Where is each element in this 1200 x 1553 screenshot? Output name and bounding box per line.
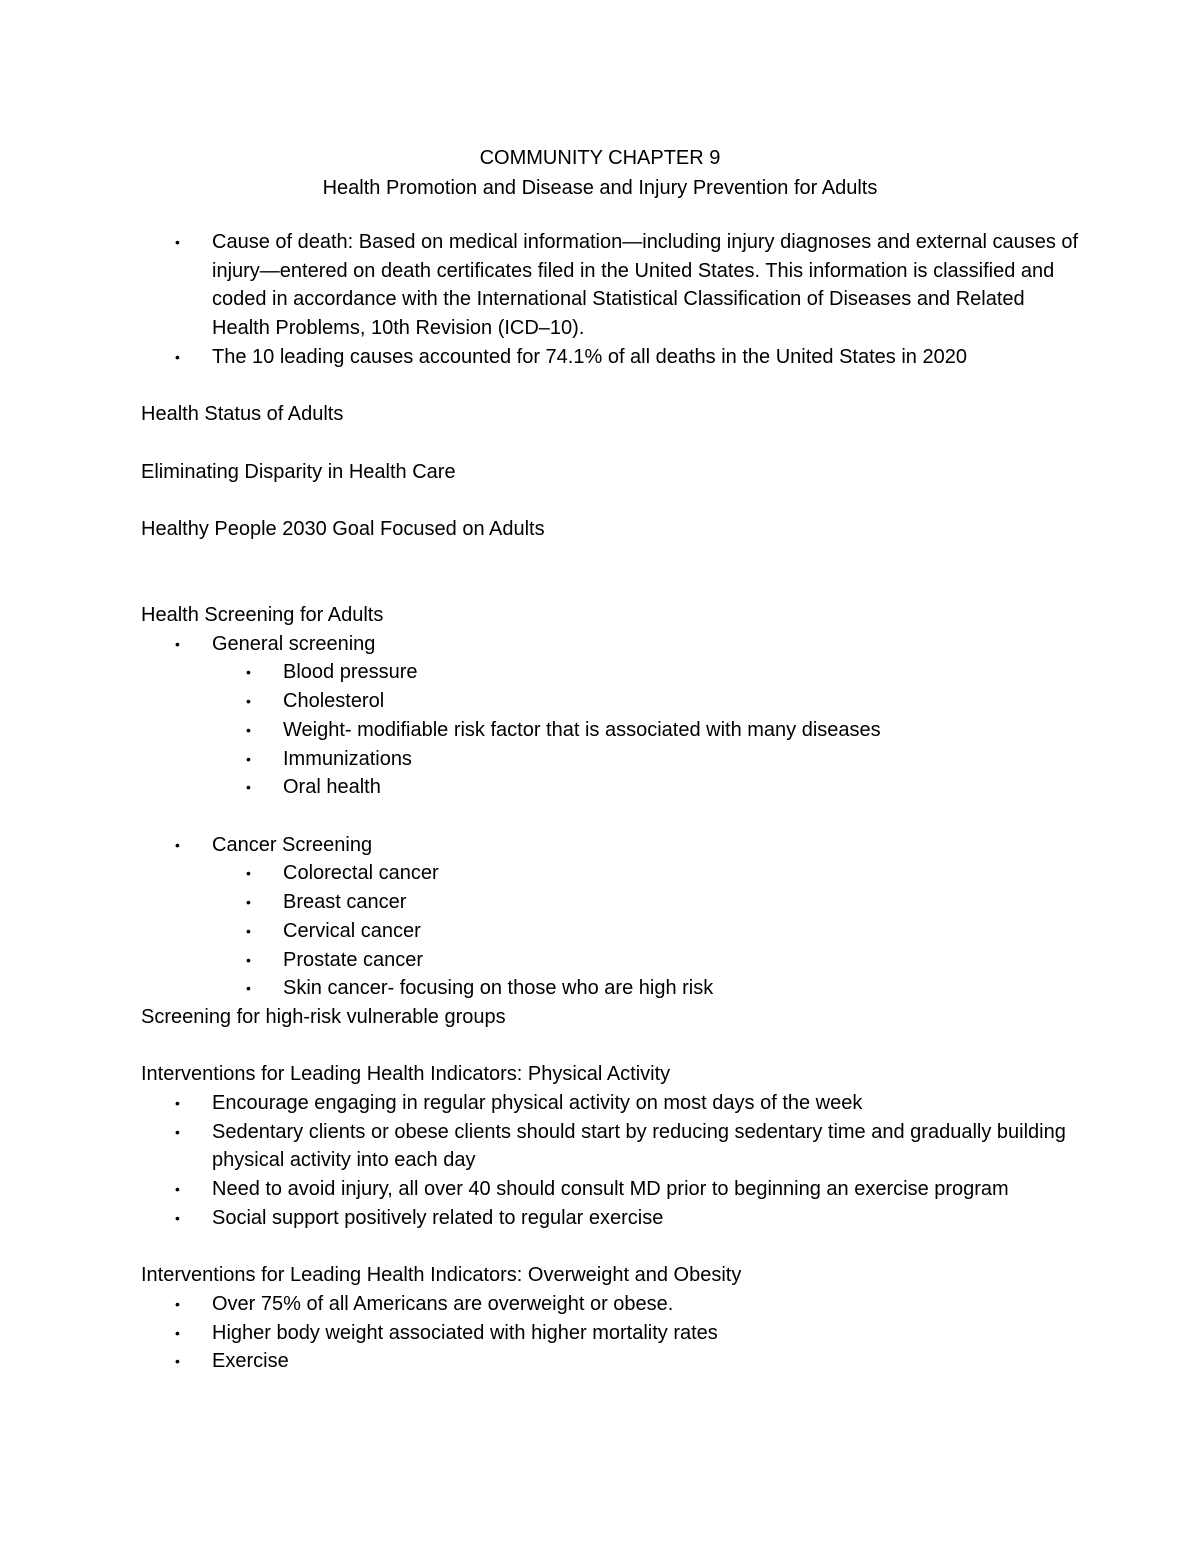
physical-activity-list	[141, 1089, 1081, 1233]
document-subtitle: Health Promotion and Disease and Injury Prevention for Adults	[322, 177, 878, 199]
list-item: • Over 75% of all Americans are overweight or obese.	[141, 1290, 1081, 1319]
heading-high-risk: Screening for high-risk vulnerable groups	[141, 1005, 506, 1028]
overweight-list	[141, 1290, 1081, 1376]
list-item: • Encourage engaging in regular physical activity on most days of the week	[141, 1089, 1081, 1118]
list-item: • Need to avoid injury, all over 40 should consult MD prior to beginning an exercise program	[141, 1175, 1081, 1204]
heading-physical-activity: Interventions for Leading Health Indicators: Physical Activity	[141, 1063, 671, 1086]
list-item: • Blood pressure	[212, 658, 1081, 687]
list-item: • Immunizations	[212, 745, 1081, 774]
list-item: • Skin cancer- focusing on those who are high risk	[212, 974, 1081, 1003]
title-block	[0, 143, 1200, 203]
list-item: • Colorectal cancer	[212, 859, 1081, 888]
intro-list	[141, 228, 1081, 372]
document-body	[141, 228, 1081, 1376]
heading-health-screening: Health Screening for Adults	[141, 604, 384, 627]
list-item: • Social support positively related to regular exercise	[141, 1204, 1081, 1233]
list-item: • Oral health	[212, 773, 1081, 802]
heading-overweight: Interventions for Leading Health Indicators: Overweight and Obesity	[141, 1264, 742, 1287]
list-item: • Cause of death: Based on medical information—including injury diagnoses and external causes of injury—entered on death certificates filed in the United States. This information is classified and coded in accordance with the International Statistical Classification of Diseases and Related Health Problems, 10th Revision (ICD–10).	[141, 228, 1081, 343]
list-item: • Exercise	[141, 1347, 1081, 1376]
heading-health-status: Health Status of Adults	[141, 403, 344, 426]
list-item: • Cholesterol	[212, 687, 1081, 716]
cancer-screening-label: Cancer Screening	[212, 833, 373, 856]
list-item: • Prostate cancer	[212, 946, 1081, 975]
list-item-general-screening	[141, 630, 1081, 802]
document-title: COMMUNITY CHAPTER 9	[479, 147, 721, 169]
list-item: • Weight- modifiable risk factor that is associated with many diseases	[212, 716, 1081, 745]
cancer-screening-sublist	[212, 859, 1081, 1003]
list-item: • The 10 leading causes accounted for 74.1% of all deaths in the United States in 2020	[141, 343, 1081, 372]
general-screening-sublist	[212, 658, 1081, 802]
list-item: • Cervical cancer	[212, 917, 1081, 946]
general-screening-label: General screening	[212, 632, 376, 655]
list-item: • Higher body weight associated with higher mortality rates	[141, 1319, 1081, 1348]
list-item: • Sedentary clients or obese clients should start by reducing sedentary time and gradually building physical activity into each day	[141, 1118, 1081, 1175]
heading-healthy-people: Healthy People 2030 Goal Focused on Adults	[141, 517, 545, 540]
screening-list	[141, 630, 1081, 802]
heading-eliminating-disparity: Eliminating Disparity in Health Care	[141, 460, 456, 483]
list-item: • Breast cancer	[212, 888, 1081, 917]
cancer-screening-list	[141, 831, 1081, 1003]
list-item-cancer-screening	[141, 831, 1081, 1003]
